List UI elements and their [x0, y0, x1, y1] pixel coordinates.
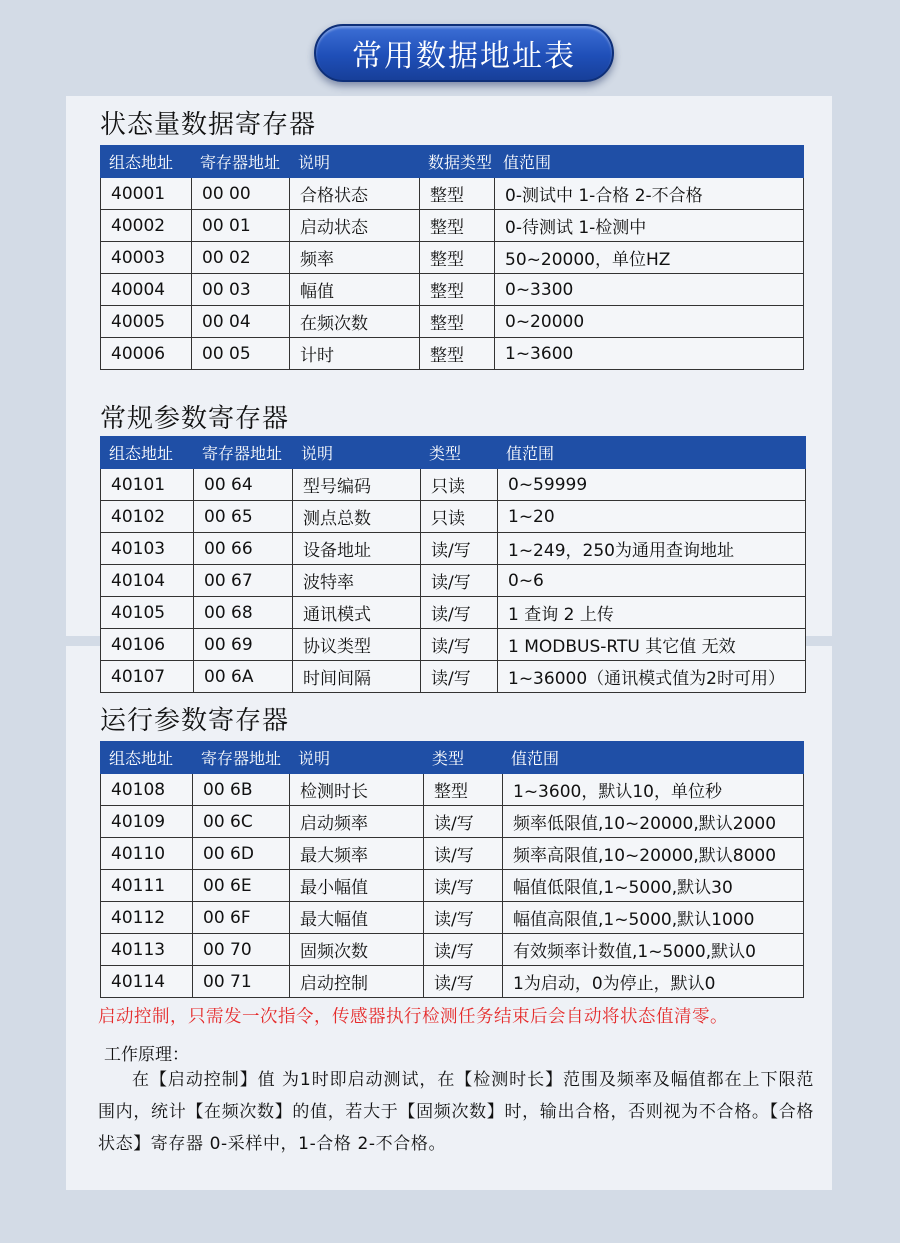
table-cell: 有效频率计数值,1~5000,默认0	[503, 934, 804, 966]
table-cell: 波特率	[293, 565, 421, 597]
table-cell: 1~3600，默认10，单位秒	[503, 774, 804, 806]
table-cell: 读/写	[421, 597, 498, 629]
table-cell: 只读	[421, 501, 498, 533]
table-header-row	[101, 742, 804, 774]
table-cell: 40003	[101, 242, 192, 274]
table-cell: 读/写	[424, 870, 503, 902]
table-cell: 00 67	[194, 565, 293, 597]
table-cell: 1~20	[498, 501, 806, 533]
table-cell: 00 65	[194, 501, 293, 533]
table-row	[101, 966, 804, 998]
table-cell: 00 6C	[193, 806, 290, 838]
table-cell: 设备地址	[293, 533, 421, 565]
column-header: 组态地址	[101, 742, 193, 774]
table-cell: 40103	[101, 533, 194, 565]
column-header: 类型	[424, 742, 503, 774]
table-cell: 1 查询 2 上传	[498, 597, 806, 629]
table-cell: 幅值高限值,1~5000,默认1000	[503, 902, 804, 934]
table-cell: 整型	[420, 274, 495, 306]
table-cell: 1 MODBUS-RTU 其它值 无效	[498, 629, 806, 661]
column-header: 寄存器地址	[194, 437, 293, 469]
section-title-general: 常规参数寄存器	[100, 404, 290, 434]
table-cell: 启动控制	[290, 966, 424, 998]
table-header-row	[101, 437, 806, 469]
table-row	[101, 274, 804, 306]
table-row	[101, 469, 806, 501]
column-header: 值范围	[498, 437, 806, 469]
status-register-table	[100, 145, 804, 370]
table-cell: 00 70	[193, 934, 290, 966]
table-row	[101, 838, 804, 870]
table-cell: 00 00	[192, 178, 290, 210]
table-cell: 00 71	[193, 966, 290, 998]
section-title-runtime: 运行参数寄存器	[100, 706, 290, 736]
table-header-row	[101, 146, 804, 178]
table-row	[101, 501, 806, 533]
table-cell: 合格状态	[290, 178, 420, 210]
table-cell: 00 04	[192, 306, 290, 338]
table-cell: 通讯模式	[293, 597, 421, 629]
table-cell: 整型	[420, 242, 495, 274]
table-cell: 40108	[101, 774, 193, 806]
table-cell: 1~249，250为通用查询地址	[498, 533, 806, 565]
table-row	[101, 934, 804, 966]
table-cell: 0~20000	[495, 306, 804, 338]
principle-text: 在【启动控制】值 为1时即启动测试，在【检测时长】范围及频率及幅值都在上下限范围内，统计【在频次数】的值，若大于【固频次数】时，输出合格，否则视为不合格。【合格状态】寄存器 0-采样中，1-合格 2-不合格。	[98, 1070, 814, 1154]
table-cell: 协议类型	[293, 629, 421, 661]
table-cell: 启动频率	[290, 806, 424, 838]
table-cell: 40104	[101, 565, 194, 597]
table-cell: 50~20000，单位HZ	[495, 242, 804, 274]
table-cell: 40110	[101, 838, 193, 870]
table-row	[101, 306, 804, 338]
table-cell: 整型	[420, 306, 495, 338]
start-control-note: 启动控制，只需发一次指令，传感器执行检测任务结束后会自动将状态值清零。	[98, 1007, 728, 1027]
table-cell: 测点总数	[293, 501, 421, 533]
table-cell: 计时	[290, 338, 420, 370]
runtime-register-table	[100, 741, 804, 998]
table-cell: 00 6F	[193, 902, 290, 934]
table-cell: 整型	[420, 178, 495, 210]
table-cell: 1为启动，0为停止，默认0	[503, 966, 804, 998]
table-cell: 00 05	[192, 338, 290, 370]
table-cell: 启动状态	[290, 210, 420, 242]
table-row	[101, 533, 806, 565]
table-cell: 1~3600	[495, 338, 804, 370]
table-cell: 频率高限值,10~20000,默认8000	[503, 838, 804, 870]
table-row	[101, 870, 804, 902]
table-cell: 0-测试中 1-合格 2-不合格	[495, 178, 804, 210]
table-cell: 00 66	[194, 533, 293, 565]
table-cell: 40101	[101, 469, 194, 501]
column-header: 寄存器地址	[192, 146, 290, 178]
table-cell: 整型	[424, 774, 503, 806]
table-row	[101, 338, 804, 370]
table-row	[101, 565, 806, 597]
table-cell: 0~6	[498, 565, 806, 597]
column-header: 说明	[290, 742, 424, 774]
table-row	[101, 774, 804, 806]
table-cell: 00 69	[194, 629, 293, 661]
column-header: 组态地址	[101, 437, 194, 469]
table-row	[101, 242, 804, 274]
table-cell: 读/写	[421, 533, 498, 565]
table-cell: 整型	[420, 210, 495, 242]
table-cell: 幅值	[290, 274, 420, 306]
table-cell: 40006	[101, 338, 192, 370]
table-cell: 00 68	[194, 597, 293, 629]
table-cell: 40109	[101, 806, 193, 838]
table-cell: 00 02	[192, 242, 290, 274]
column-header: 值范围	[503, 742, 804, 774]
general-register-table	[100, 436, 806, 693]
column-header: 数据类型	[420, 146, 495, 178]
table-cell: 频率	[290, 242, 420, 274]
table-cell: 00 03	[192, 274, 290, 306]
table-cell: 40105	[101, 597, 194, 629]
table-cell: 读/写	[424, 806, 503, 838]
table-cell: 00 6A	[194, 661, 293, 693]
table-cell: 在频次数	[290, 306, 420, 338]
table-cell: 最大频率	[290, 838, 424, 870]
table-cell: 40004	[101, 274, 192, 306]
page-title: 常用数据地址表	[314, 24, 614, 82]
table-row	[101, 629, 806, 661]
table-row	[101, 661, 806, 693]
table-cell: 固频次数	[290, 934, 424, 966]
table-cell: 读/写	[424, 934, 503, 966]
table-cell: 读/写	[424, 838, 503, 870]
table-cell: 40002	[101, 210, 192, 242]
table-cell: 40001	[101, 178, 192, 210]
table-cell: 读/写	[424, 966, 503, 998]
table-cell: 频率低限值,10~20000,默认2000	[503, 806, 804, 838]
table-cell: 读/写	[421, 565, 498, 597]
table-cell: 0~3300	[495, 274, 804, 306]
column-header: 说明	[293, 437, 421, 469]
table-cell: 40112	[101, 902, 193, 934]
table-cell: 40111	[101, 870, 193, 902]
column-header: 寄存器地址	[193, 742, 290, 774]
table-cell: 1~36000（通讯模式值为2时可用）	[498, 661, 806, 693]
table-row	[101, 178, 804, 210]
table-cell: 整型	[420, 338, 495, 370]
column-header: 说明	[290, 146, 420, 178]
column-header: 组态地址	[101, 146, 192, 178]
principle-heading: 工作原理：	[104, 1045, 189, 1065]
table-row	[101, 806, 804, 838]
table-cell: 时间间隔	[293, 661, 421, 693]
table-cell: 检测时长	[290, 774, 424, 806]
table-cell: 只读	[421, 469, 498, 501]
table-cell: 00 64	[194, 469, 293, 501]
table-cell: 幅值低限值,1~5000,默认30	[503, 870, 804, 902]
table-cell: 型号编码	[293, 469, 421, 501]
table-cell: 40113	[101, 934, 193, 966]
table-cell: 最小幅值	[290, 870, 424, 902]
table-cell: 读/写	[421, 661, 498, 693]
table-cell: 00 01	[192, 210, 290, 242]
table-row	[101, 902, 804, 934]
table-cell: 40114	[101, 966, 193, 998]
table-cell: 读/写	[421, 629, 498, 661]
table-row	[101, 597, 806, 629]
table-cell: 40106	[101, 629, 194, 661]
column-header: 类型	[421, 437, 498, 469]
table-cell: 读/写	[424, 902, 503, 934]
table-cell: 最大幅值	[290, 902, 424, 934]
table-cell: 40005	[101, 306, 192, 338]
table-cell: 40102	[101, 501, 194, 533]
table-row	[101, 210, 804, 242]
table-cell: 0~59999	[498, 469, 806, 501]
section-title-status: 状态量数据寄存器	[100, 110, 317, 140]
table-cell: 00 6E	[193, 870, 290, 902]
table-cell: 0-待测试 1-检测中	[495, 210, 804, 242]
table-cell: 00 6D	[193, 838, 290, 870]
column-header: 值范围	[495, 146, 804, 178]
table-cell: 00 6B	[193, 774, 290, 806]
table-cell: 40107	[101, 661, 194, 693]
